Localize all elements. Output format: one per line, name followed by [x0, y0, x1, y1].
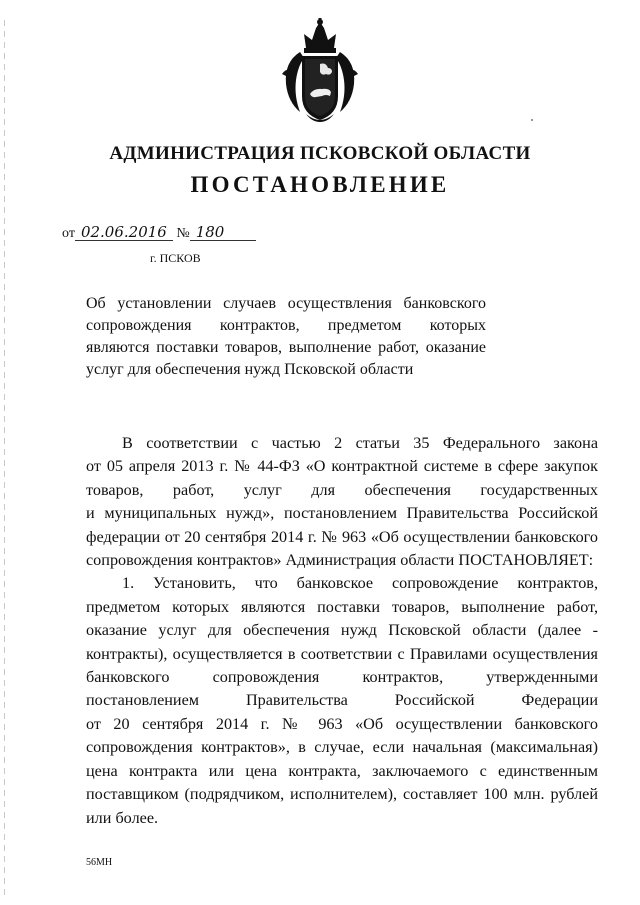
- body-line: сопровождения контрактов» Администрация области ПОСТАНОВЛЯЕТ:: [86, 551, 594, 570]
- body-line: товаров, работ, услуг для обеспечения государственных: [86, 480, 598, 499]
- handwritten-number: 180: [190, 224, 256, 241]
- body-line: или более.: [86, 808, 159, 827]
- subject-line: Об установлении случаев осуществления банковского: [86, 295, 486, 312]
- scan-speck: [531, 119, 533, 121]
- body-line: контракты), осуществляется в соответствии с Правилами осуществления: [86, 644, 598, 663]
- handwritten-date: 02.06.2016: [75, 224, 173, 241]
- body-line: поставщиком (подрядчиком, исполнителем), составляет 100 млн. рублей: [86, 785, 598, 804]
- document-type-title: ПОСТАНОВЛЕНИЕ: [190, 172, 450, 197]
- body-line: постановлением Правительства Российской Федерации: [86, 691, 598, 710]
- body-line: 1. Установить, что банковское сопровождение контрактов,: [122, 574, 598, 593]
- body-line: сопровождения контрактов», в случае, если начальная (максимальная): [86, 738, 598, 757]
- body-line: федерации от 20 сентября 2014 г. № 963 «Об осуществлении банковского: [86, 527, 598, 546]
- body-line: В соответствии с частью 2 статьи 35 Федерального закона: [122, 434, 598, 452]
- body-line: предметом которых являются поставки товаров, выполнение работ,: [86, 597, 598, 616]
- subject-line: сопровождения контрактов, предметом которых: [86, 317, 486, 334]
- body-line: банковского сопровождения контрактов, утвержденными: [86, 668, 598, 687]
- body-line: цена контракта или цена контракта, заключаемого с единственным: [86, 761, 598, 780]
- city-label: г. ПСКОВ: [150, 251, 201, 265]
- date-number-line: [62, 224, 256, 242]
- subject-line: услуг для обеспечения нужд Псковской области: [86, 361, 414, 378]
- date-prefix: от: [62, 226, 75, 241]
- body-line: и муниципальных нужд», постановлением Правительства Российской: [86, 504, 598, 523]
- body-line: от 20 сентября 2014 г. № 963 «Об осуществлении банковского: [86, 714, 598, 733]
- subject-line: являются поставки товаров, выполнение работ, оказание: [86, 339, 486, 356]
- body-line: от 05 апреля 2013 г. № 44-ФЗ «О контрактной системе в сфере закупок: [86, 457, 598, 476]
- issuing-authority: АДМИНИСТРАЦИЯ ПСКОВСКОЙ ОБЛАСТИ: [109, 143, 531, 164]
- pskov-coat-of-arms-icon: [280, 18, 360, 124]
- number-sign: №: [176, 226, 190, 241]
- body-line: оказание услуг для обеспечения нужд Псковской области (далее -: [86, 621, 598, 640]
- document-subject: [86, 293, 486, 381]
- document-body: [86, 432, 598, 830]
- footer-code: 56МН: [86, 857, 113, 868]
